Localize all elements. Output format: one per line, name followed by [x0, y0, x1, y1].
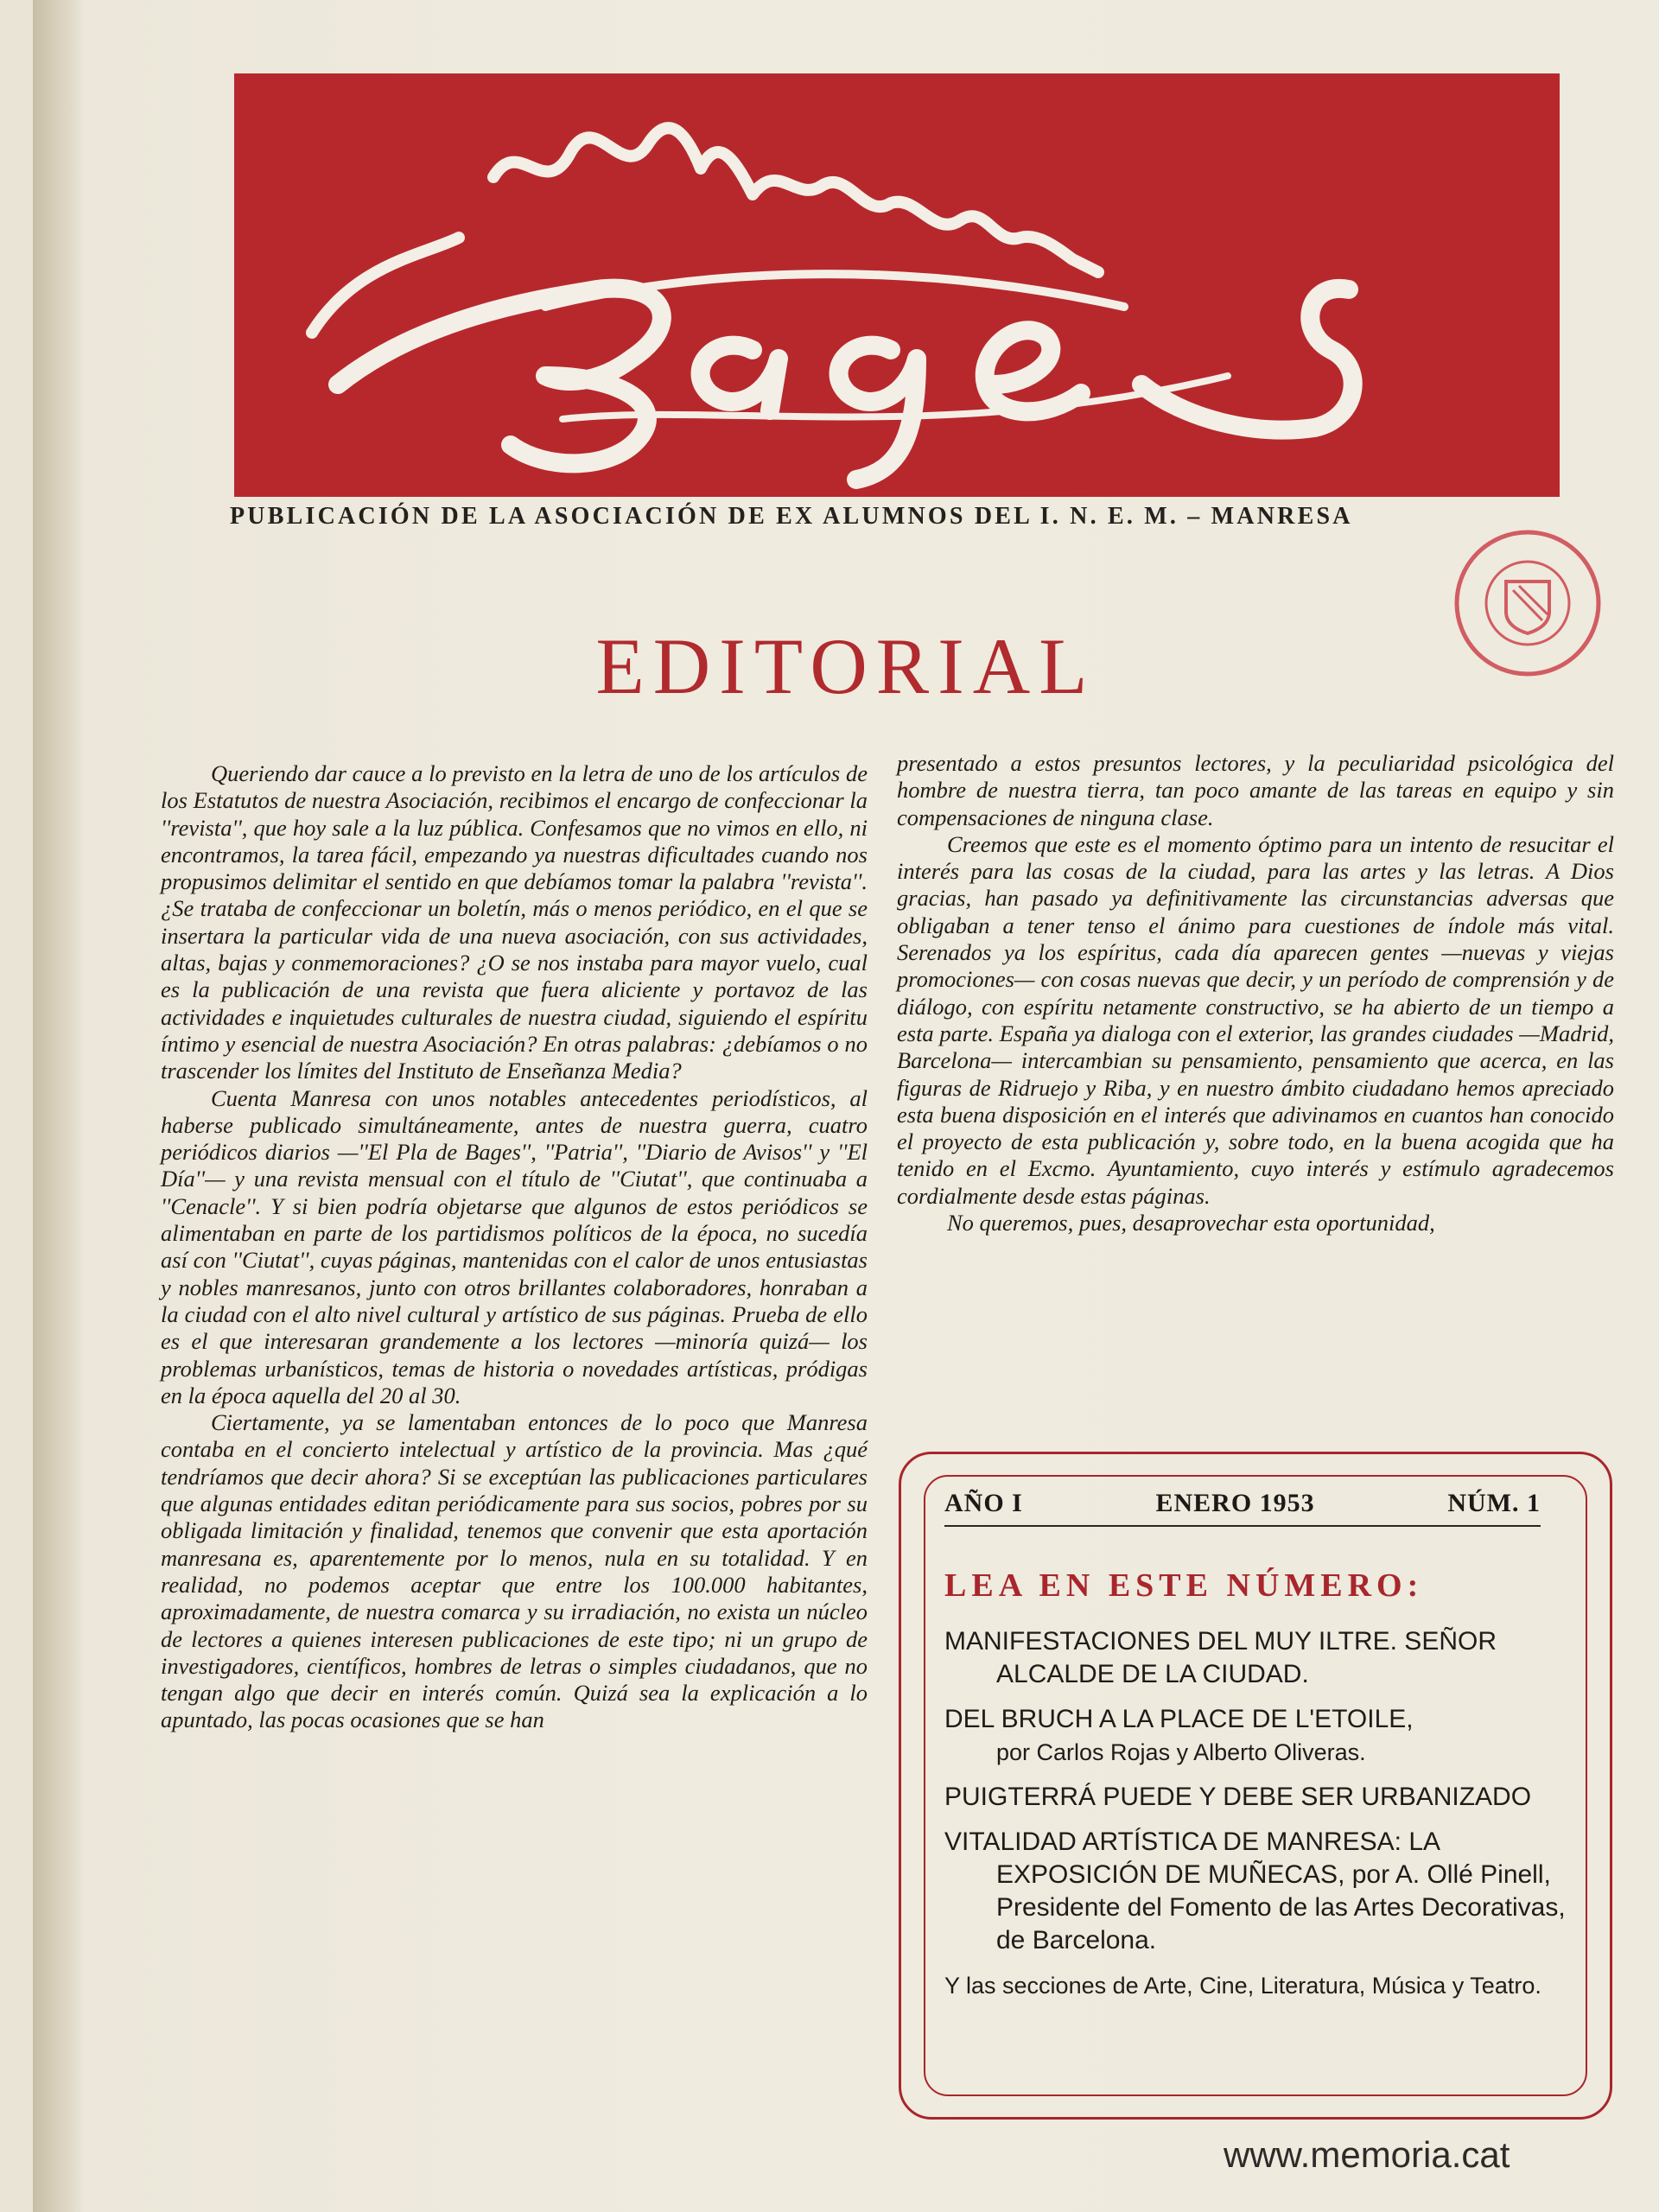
issue-info-row: [944, 1489, 1541, 1527]
contents-item: [944, 1703, 1575, 1769]
magazine-page: [33, 0, 1659, 2212]
contents-item-title: VITALIDAD ARTÍSTICA DE MANRESA: LA EXPOSICIÓN DE MUÑECAS, por A. Ollé Pinell, Presidente del Fomento de las Artes Decorativas, de Barcelona.: [944, 1827, 1566, 1955]
editorial-paragraph: Ciertamente, ya se lamentaban entonces de lo poco que Manresa contaba en el concierto intelectual y artístico de la provincia. Mas ¿qué tendríamos que decir ahora? Si se exceptúan las publicaciones particulares que algunas entidades editan periódicamente para sus socios, pobres por su obligada limitación y finalidad, tenemos que convenir que esta aportación manresana es, aparentemente por lo menos, nula en su totalidad. Y en realidad, no podemos aceptar que entre los 100.000 habitantes, aproximadamente, de nuestra comarca y su irradiación, no exista un núcleo de lectores a quienes interesen publicaciones de este tipo; ni un grupo de investigadores, científicos, hombres de letras o simples ciudadanos, que no tengan algo que decir en interés común. Quizá sea la explicación a lo apuntado, las pocas ocasiones que se han: [161, 1409, 868, 1733]
contents-item-title: DEL BRUCH A LA PLACE DE L'ETOILE,: [944, 1705, 1414, 1733]
contents-item-title: MANIFESTACIONES DEL MUY ILTRE. SEÑOR ALCALDE DE LA CIUDAD.: [944, 1627, 1497, 1688]
contents-item-byline: por Carlos Rojas y Alberto Oliveras.: [996, 1739, 1366, 1765]
contents-item: [944, 1781, 1575, 1814]
bages-logo: [234, 73, 1560, 497]
contents-item-title: PUIGTERRÁ PUEDE Y DEBE SER URBANIZADO: [944, 1783, 1532, 1811]
contents-item: [944, 1969, 1575, 2002]
editorial-paragraph: Creemos que este es el momento óptimo para un intento de resucitar el interés para las cosas de la ciudad, para las artes y las letras. A Dios gracias, han pasado ya definitivamente las circunstancias adversas que obligaban a tener tenso el ánimo para cuestiones de índole más vital. Serenados ya los espíritus, cada día aparecen gentes —nuevas y viejas promociones— con cosas nuevas que decir, y un período de comprensión y de diálogo, con espíritu netamente constructivo, se ha abierto de un tiempo a esta parte. España ya dialoga con el exterior, las grandes ciudades —Madrid, Barcelona— intercambian su pensamiento, pensamiento que acerca, en las figuras de Ridruejo y Riba, y en nuestro ámbito ciudadano hemos apreciado esta buena disposición en el interés que adivinamos en cuantos han conocido el proyecto de esta publicación y, sobre todo, en la buena acogida que ha tenido en el Excmo. Ayuntamiento, cuyo interés y estímulo agradecemos cordialmente desde estas páginas.: [897, 830, 1614, 1209]
contents-item: [944, 1826, 1575, 1957]
editorial-left-column: [161, 760, 868, 1734]
contents-heading: LEA EN ESTE NÚMERO:: [944, 1567, 1424, 1604]
page-binding-edge: [33, 0, 85, 2212]
issue-date: ENERO 1953: [1155, 1489, 1315, 1517]
issue-contents-box: [899, 1452, 1612, 2120]
contents-list: [944, 1625, 1575, 2014]
editorial-paragraph: presentado a estos presuntos lectores, y la peculiaridad psicológica del hombre de nuestra tierra, tan poco amante de las tareas en equipo y sin compensaciones de ninguna clase.: [897, 750, 1614, 830]
editorial-paragraph: No queremos, pues, desaprovechar esta oportunidad,: [947, 1210, 1435, 1236]
contents-item: [944, 1625, 1575, 1691]
source-watermark: www.memoria.cat: [1224, 2134, 1510, 2175]
editorial-paragraph: Cuenta Manresa con unos notables antecedentes periodísticos, al haberse publicado simultáneamente, antes de nuestra guerra, cuatro periódicos diarios —''El Pla de Bages'', ''Patria'', ''Diario de Avisos'' y ''El Día''— y una revista mensual con el título de ''Ciutat'', que continuaba a ''Cenacle''. Y si bien podría objetarse que algunos de estos periódicos se alimentaban en parte de los partidismos políticos de la época, no sucedía así con ''Ciutat'', cuyas páginas, mantenidas con el calor de unos entusiastas y nobles manresanos, junto con otros brillantes colaboradores, honraban a la ciudad con el alto nivel cultural y artístico de sus páginas. Prueba de ello es el que interesaran grandemente a los lectores —minoría quizá— los problemas urbanísticos, temas de historia o novedades artísticas, pródigas en la época aquella del 20 al 30.: [161, 1084, 868, 1408]
editorial-paragraph: Queriendo dar cauce a lo previsto en la letra de uno de los artículos de los Estatutos de nuestra Asociación, recibimos el encargo de confeccionar la ''revista'', que hoy sale a la luz pública. Confesamos que no vimos en ello, ni encontramos, la tarea fácil, empezando ya nuestras dificultades cuando nos propusimos delimitar el sentido en que debíamos tomar la palabra ''revista''. ¿Se trataba de confeccionar un boletín, más o menos periódico, en el que se insertara la particular vida de una nueva asociación, con sus actividades, altas, bajas y conmemoraciones? ¿O se nos instaba para mayor vuelo, cual es la publicación de una revista que fuera aliciente y portavoz de las actividades e inquietudes culturales de nuestra ciudad, siguiendo el espíritu íntimo y esencial de nuestra Asociación? En otras palabras: ¿debíamos o no trascender los límites del Instituto de Enseñanza Media?: [161, 760, 868, 1084]
publication-subtitle: PUBLICACIÓN DE LA ASOCIACIÓN DE EX ALUMNOS DEL I. N. E. M. – MANRESA: [230, 503, 1353, 530]
contents-item-title: Y las secciones de Arte, Cine, Literatura, Música y Teatro.: [944, 1973, 1541, 1999]
editorial-title: EDITORIAL: [595, 622, 1096, 710]
editorial-right-column: [897, 750, 1614, 1236]
issue-year: AÑO I: [944, 1489, 1023, 1517]
masthead-banner: [234, 73, 1560, 497]
issue-number: NÚM. 1: [1447, 1489, 1541, 1517]
